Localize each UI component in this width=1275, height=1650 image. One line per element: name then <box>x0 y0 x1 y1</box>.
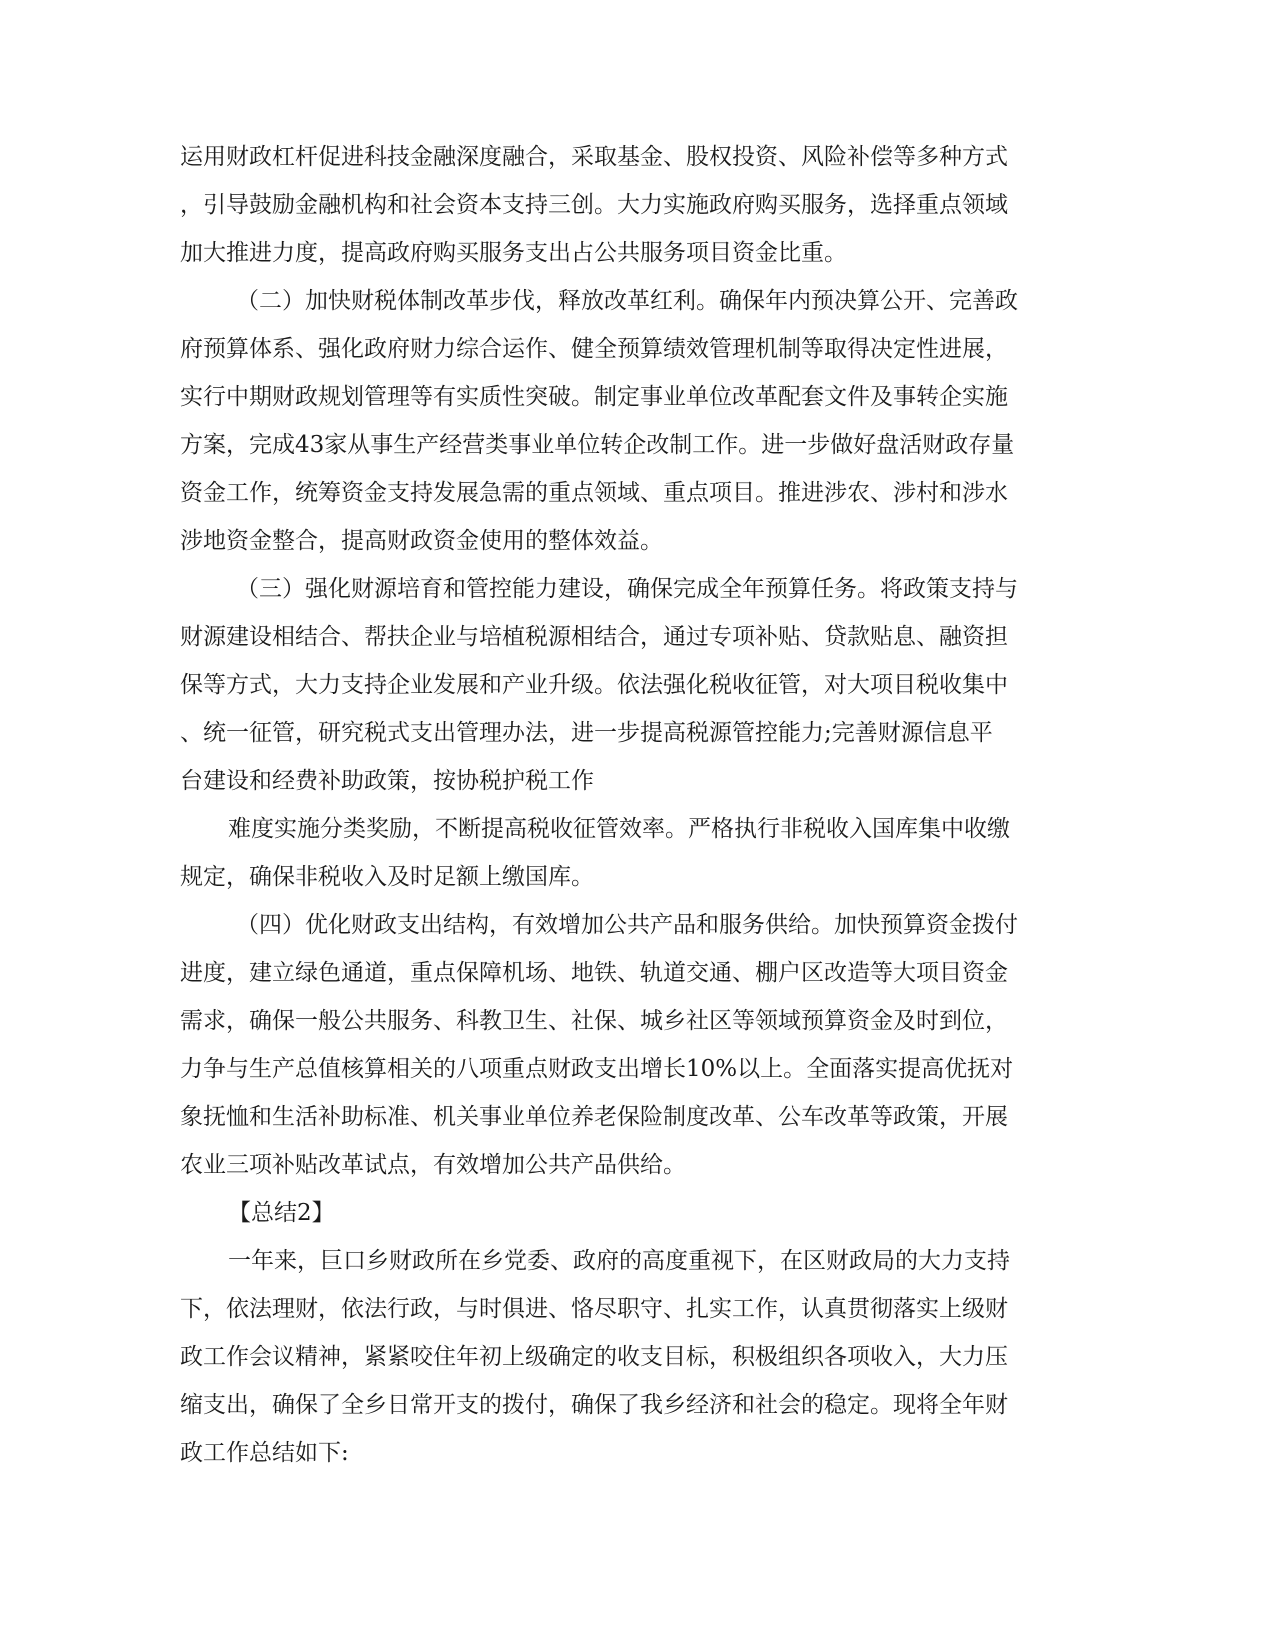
text-line: 农业三项补贴改革试点，有效增加公共产品供给。 <box>180 1152 686 1178</box>
text-line: 财源建设相结合、帮扶企业与培植税源相结合，通过专项补贴、贷款贴息、融资担 <box>180 624 1008 650</box>
text-line: 缩支出，确保了全乡日常开支的拨付，确保了我乡经济和社会的稳定。现将全年财 <box>180 1392 1008 1418</box>
text-line: 实行中期财政规划管理等有实质性突破。制定事业单位改革配套文件及事转企实施 <box>180 384 1008 410</box>
text-line: 府预算体系、强化政府财力综合运作、健全预算绩效管理机制等取得决定性进展， <box>180 336 1008 362</box>
text-line: 力争与生产总值核算相关的八项重点财政支出增长10%以上。全面落实提高优抚对 <box>180 1056 1014 1082</box>
text-line: ，引导鼓励金融机构和社会资本支持三创。大力实施政府购买服务，选择重点领域 <box>180 192 1008 218</box>
section-three-heading-line: （三）强化财源培育和管控能力建设，确保完成全年预算任务。将政策支持与 <box>236 576 1018 602</box>
text-line: 规定，确保非税收入及时足额上缴国库。 <box>180 864 594 890</box>
text-line: 政工作会议精神，紧紧咬住年初上级确定的收支目标，积极组织各项收入，大力压 <box>180 1344 1008 1370</box>
text-line: 象抚恤和生活补助标准、机关事业单位养老保险制度改革、公车改革等政策，开展 <box>180 1104 1008 1130</box>
text-line: 进度，建立绿色通道，重点保障机场、地铁、轨道交通、棚户区改造等大项目资金 <box>180 960 1008 986</box>
summary-heading: 【总结2】 <box>228 1200 335 1226</box>
text-line: 保等方式，大力支持企业发展和产业升级。依法强化税收征管，对大项目税收集中 <box>180 672 1008 698</box>
text-line: 资金工作，统筹资金支持发展急需的重点领域、重点项目。推进涉农、涉村和涉水 <box>180 480 1008 506</box>
text-line: 涉地资金整合，提高财政资金使用的整体效益。 <box>180 528 663 554</box>
text-line: 加大推进力度，提高政府购买服务支出占公共服务项目资金比重。 <box>180 240 847 266</box>
section-two-heading-line: （二）加快财税体制改革步伐，释放改革红利。确保年内预决算公开、完善政 <box>236 288 1018 314</box>
text-line: 政工作总结如下: <box>180 1440 349 1466</box>
section-four-heading-line: （四）优化财政支出结构，有效增加公共产品和服务供给。加快预算资金拨付 <box>236 912 1018 938</box>
text-line: 台建设和经费补助政策，按协税护税工作 <box>180 768 594 794</box>
text-line: 运用财政杠杆促进科技金融深度融合，采取基金、股权投资、风险补偿等多种方式 <box>180 144 1008 170</box>
text-line: 难度实施分类奖励，不断提高税收征管效率。严格执行非税收入国库集中收缴 <box>228 816 1010 842</box>
text-line: 需求，确保一般公共服务、科教卫生、社保、城乡社区等领域预算资金及时到位， <box>180 1008 1008 1034</box>
text-line: 、统一征管，研究税式支出管理办法，进一步提高税源管控能力;完善财源信息平 <box>180 720 993 746</box>
text-line: 方案，完成43家从事生产经营类事业单位转企改制工作。进一步做好盘活财政存量 <box>180 432 1015 458</box>
text-line: 下，依法理财，依法行政，与时俱进、恪尽职守、扎实工作，认真贯彻落实上级财 <box>180 1296 1008 1322</box>
text-line: 一年来，巨口乡财政所在乡党委、政府的高度重视下，在区财政局的大力支持 <box>228 1248 1010 1274</box>
